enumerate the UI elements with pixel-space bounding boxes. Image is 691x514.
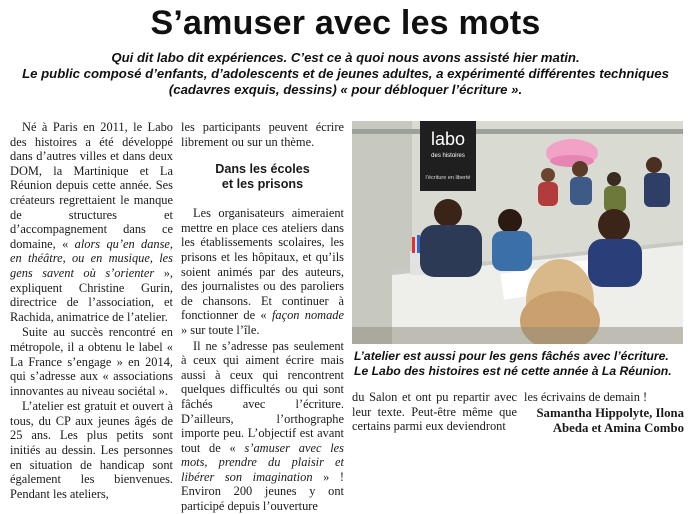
subheading-line: Dans les écoles xyxy=(215,162,310,177)
byline-line: Samantha Hippolyte, Ilona xyxy=(536,405,684,420)
subheading xyxy=(181,162,344,192)
paragraph: Suite au succès rencontré en métropole, il a obtenu le label « La France s’engage » en 2014, qui s’adresse aux « associations innovantes au niveau sociétal ». xyxy=(10,325,173,398)
article-column-4 xyxy=(524,390,684,436)
photo-caption xyxy=(354,349,684,379)
article-photo xyxy=(352,121,683,344)
text-run: », expliquent Christine Gurin, directrice de l’association, et Rachida, animatrice de l’atelier. xyxy=(10,265,173,324)
caption-line: L’atelier est aussi pour les gens fâchés avec l’écriture. xyxy=(354,349,669,363)
paragraph xyxy=(181,206,344,337)
paragraph: les écrivains de demain ! xyxy=(524,390,648,404)
text-run: » ! Environ 200 jeunes y ont participé depuis l’ouverture xyxy=(181,469,344,514)
sign-tagline: l’écriture en liberté xyxy=(425,175,471,181)
standfirst-line: Qui dit labo dit expériences. C’est ce à quoi nous avons assisté hier matin. xyxy=(111,50,580,65)
paragraph xyxy=(181,339,344,514)
article-column-3 xyxy=(352,390,517,434)
caption-line: Le Labo des histoires est né cette année à La Réunion. xyxy=(354,364,672,378)
headline: S’amuser avec les mots xyxy=(150,4,541,42)
byline-line: Abeda et Amina Combo xyxy=(552,420,684,435)
article-column-2 xyxy=(181,120,344,514)
quote-italic: façon nomade xyxy=(271,308,345,323)
subheading-line: et les prisons xyxy=(221,177,304,192)
article-column-1 xyxy=(10,120,173,501)
byline xyxy=(524,406,684,436)
sign-sublabel: des histoires xyxy=(431,153,465,159)
text-run: Né à Paris en 2011, le Labo des histoires a été développé dans d’autres villes et dans deux DOM, la Martinique et La Réunion depuis cette année. Ses créateurs regrettaient le manque de structures et d’accompagnement dans ce domaine, « xyxy=(10,120,173,251)
text-run: Les organisateurs aimeraient mettre en place ces ateliers dans les établissements scolaires, les prisons et les hôpitaux, et qu’ils soient animés par des auteurs, des journalistes ou des paroliers de chansons. Et continuer à fonctionner de « xyxy=(181,206,344,323)
paragraph: L’atelier est gratuit et ouvert à tous, du CP aux jeunes âgés de 25 ans. Les plus petits sont initiés au dessin. Les personnes en situation de handicap sont également les bienvenues. Pendant les ateliers, xyxy=(10,399,173,501)
paragraph: les participants peuvent écrire librement ou sur un thème. xyxy=(181,120,344,149)
sign-label: labo xyxy=(430,129,466,149)
paragraph xyxy=(10,120,173,324)
text-run: » sur toute l’île. xyxy=(181,322,260,337)
paragraph: du Salon et ont pu repartir avec leur texte. Peut-être même que certains parmi eux deviendront xyxy=(352,390,517,434)
standfirst xyxy=(20,50,671,98)
quote-italic: s’amuser avec les mots, prendre du plaisir et libérer son imagination xyxy=(181,440,344,484)
standfirst-line: (cadavres exquis, dessins) « pour débloquer l’écriture ». xyxy=(168,82,523,97)
photo-illustration xyxy=(352,121,683,344)
text-run: Il ne s’adresse pas seulement à ceux qui aiment écrire mais aussi à ceux qui rencontrent quelques difficultés ou qui sont fâchés avec l’écriture. D’ailleurs, l’orthographe importe peu. L’objectif est avant tout de « xyxy=(181,338,344,455)
quote-italic: alors qu’en danse, en théâtre, ou en musique, les gens savent où s’orienter xyxy=(10,236,174,280)
standfirst-line: Le public composé d’enfants, d’adolescents et de jeunes adultes, a expérimenté différentes techniques xyxy=(22,66,669,81)
